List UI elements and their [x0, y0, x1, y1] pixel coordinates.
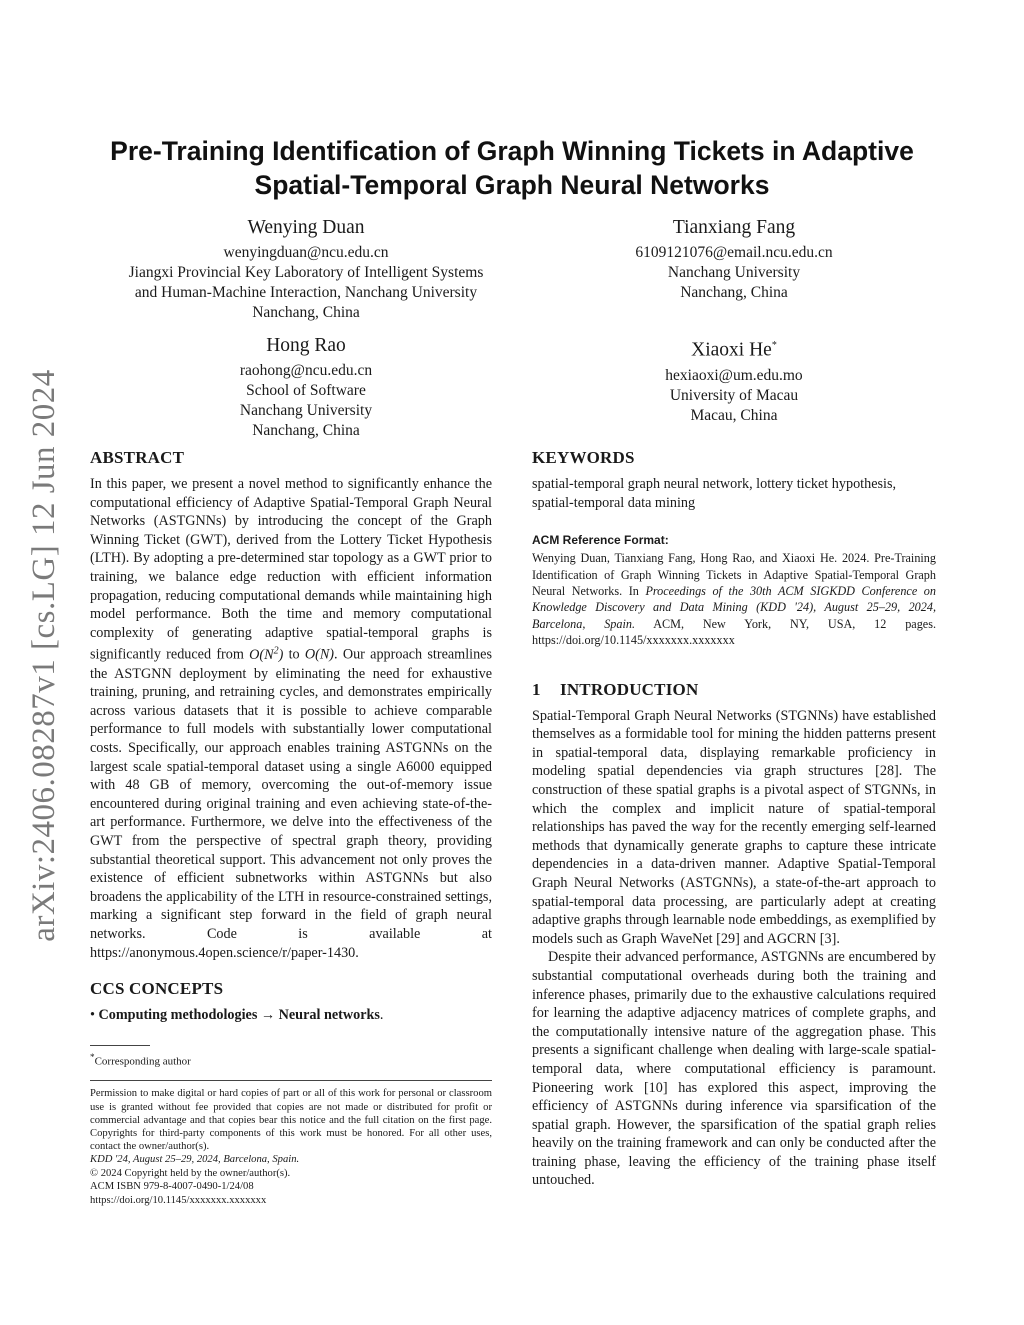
keywords-heading: KEYWORDS: [532, 448, 635, 467]
math-o-n2: $O(N^2)$: [249, 645, 284, 664]
arrow-right-icon: →: [260, 1007, 276, 1024]
author-location: Nanchang, China: [252, 304, 360, 321]
author-block-3: [86, 333, 526, 441]
author-affiliation: Nanchang University: [667, 264, 801, 281]
author-name: Wenying Duan: [247, 217, 365, 238]
acm-reference-heading: ACM Reference Format:: [532, 533, 669, 548]
ccs-concept: Computing methodologies: [98, 1007, 258, 1024]
author-affiliation: Nanchang University: [239, 402, 373, 419]
author-email[interactable]: raohong@ncu.edu.cn: [239, 362, 373, 379]
author-affiliation: School of Software: [246, 382, 366, 399]
abstract-text-part: . Our approach streamlines the ASTGNN deployment by eliminating the need for exhaustive training, pruning, and retraining cycles, and demonstrates empirically across various datasets that it is possible to achieve comparable performance to full models with substantially lower computational costs. Specifically, our approach enables training ASTGNNs on the largest scale spatial-temporal dataset using a single A6000 equipped with 48 GB of memory, overcoming the out-of-memory issue encountered during original training and even achieving state-of-the-art performance. Furthermore, we delve into the effectiveness of the GWT from the perspective of spectral graph theory, providing substantial theoretical support. This advancement not only proves the existence of efficient subnetworks within ASTGNNs but also broadens the applicability of the LTH in resource-constrained settings, marking a significant step forward in the field of graph neural networks. Code is available at https://anonymous.4open.science/r/paper-1430.: [90, 647, 493, 961]
abstract-text-part: to: [283, 647, 305, 664]
author-email[interactable]: wenyingduan@ncu.edu.cn: [223, 244, 389, 261]
footnote-mark: *: [90, 1051, 95, 1062]
author-name: Hong Rao: [266, 335, 346, 356]
copyright-line: © 2024 Copyright held by the owner/author(s).: [90, 1167, 291, 1179]
corresponding-mark: *: [771, 340, 777, 351]
author-block-1: [86, 215, 526, 323]
author-block-4: [514, 333, 954, 426]
author-name: Xiaoxi He: [691, 339, 772, 361]
keywords-text: spatial-temporal graph neural network, lottery ticket hypothesis, spatial-temporal data mining: [532, 476, 897, 511]
author-location: Macau, China: [690, 406, 778, 424]
abstract-heading: ABSTRACT: [90, 448, 185, 467]
paper-title: [80, 134, 944, 202]
abstract-text-part: In this paper, we present a novel method to significantly enhance the computational efficiency of Adaptive Spatial-Temporal Graph Neural Networks (ASTGNNs) by introducing the concept of the Graph Winning Ticket (GWT), derived from the Lottery Ticket Hypothesis (LTH). By adopting a pre-determined star topology as a GWT prior to training, we balance edge reduction with efficient information propagation, reducing computational demands while maintaining high model performance. Both the time and memory computational complexity of generating adaptive spatial-temporal graphs is significantly reduced from: [90, 476, 492, 664]
footnote: [90, 1050, 492, 1069]
author-email[interactable]: hexiaoxi@um.edu.mo: [665, 366, 803, 384]
author-location: Nanchang, China: [252, 422, 360, 439]
author-email[interactable]: 6109121076@email.ncu.edu.cn: [635, 244, 833, 261]
left-column: [90, 447, 492, 1207]
intro-paragraph-1: Spatial-Temporal Graph Neural Networks (STGNNs) have established themselves as a formidable tool for mining the hidden patterns present in spatial-temporal data, displaying remarkable proficiency in modeling spatial dependencies via graph structures [28]. The construction of these spatial graphs is a pivotal aspect of STGNNs, in which the complex and implicit nature of spatial-temporal relationships has paved the way for the recently emerging self-learned methods that dynamically generate graphs to capture these intricate dependencies in a data-driven manner. Adaptive Spatial-Temporal Graph Neural Networks (ASTGNNs), a state-of-the-art approach to spatial-temporal data processing, are particularly adept at creating adaptive graphs through learnable node embeddings, as exemplified by models such as Graph WaveNet [29] and AGCRN [3].: [532, 707, 936, 947]
section-number: 1: [532, 679, 541, 699]
author-affiliation: and Human-Machine Interaction, Nanchang University: [134, 284, 478, 301]
arxiv-stamp: [14, 360, 74, 950]
doi-link[interactable]: https://doi.org/10.1145/xxxxxxx.xxxxxxx: [90, 1194, 267, 1206]
bullet-icon: •: [90, 1007, 95, 1024]
author-block-2: [514, 215, 954, 303]
permission-notice: Permission to make digital or hard copies of part or all of this work for personal or classroom use is granted without fee provided that copies are not made or distributed for profit or commercial advantage and that copies bear this notice and the full citation on the first page. Copyrights for third-party components of this work must be honored. For all other uses, contact the owner/author(s).: [90, 1088, 492, 1153]
abstract-text: [90, 475, 492, 962]
author-affiliation: Jiangxi Provincial Key Laboratory of Intelligent Systems: [128, 264, 484, 281]
math-o-n: O(N): [304, 647, 335, 664]
ccs-heading: CCS CONCEPTS: [90, 979, 224, 999]
title-line-2: Spatial-Temporal Graph Neural Networks: [254, 170, 770, 200]
author-affiliation: University of Macau: [669, 386, 799, 404]
venue-line: KDD '24, August 25–29, 2024, Barcelona, Spain.: [90, 1154, 300, 1166]
permission-divider: [90, 1080, 492, 1081]
ccs-concept-line: • Computing methodologies → Neural networks.: [90, 1007, 384, 1024]
intro-paragraph-2: Despite their advanced performance, ASTGNNs are encumbered by substantial computational overheads during both the training and inference phases, primarily due to the exhaustive calculations required for learning the adaptive adjacency matrices of complete graphs, and the computationally intensive nature of the aggregation phase. This presents a significant challenge when dealing with large-scale spatial-temporal data, where computational efficiency is paramount. Pioneering work [10] has explored this aspect, improving the efficiency of ASTGNNs during inference via sparsification of the spatial graph. However, the sparsification of the spatial graph relies heavily on the training framework and can only be conducted after the training phase, leaving the efficiency of the training phase itself untouched.: [532, 949, 936, 1189]
arxiv-stamp-text: arXiv:2406.08287v1 [cs.LG] 12 Jun 2024: [25, 368, 62, 942]
footnote-text: Corresponding author: [94, 1055, 191, 1068]
author-name-line: [514, 333, 954, 364]
introduction-heading: [532, 679, 936, 701]
author-name: Tianxiang Fang: [672, 217, 796, 238]
isbn-line: ACM ISBN 979-8-4007-0490-1/24/08: [90, 1181, 254, 1193]
title-line-1: Pre-Training Identification of Graph Winning Tickets in Adaptive: [110, 136, 914, 166]
ccs-subconcept: Neural networks: [278, 1007, 380, 1024]
acm-reference-text: Wenying Duan, Tianxiang Fang, Hong Rao, and Xiaoxi He. 2024. Pre-Training Identification of Graph Winning Tickets in Adaptive Spatial-Temporal Graph Neural Networks. In Proceedings of the 30th ACM SIGKDD Conference on Knowledge Discovery and Data Mining (KDD '24), August 25–29, 2024, Barcelona, Spain. ACM, New York, NY, USA, 12 pages. https://doi.org/10.1145/xxxxxxx.xxxxxxx: [532, 551, 936, 648]
right-column: [532, 447, 936, 1190]
footnote-divider: [90, 1045, 150, 1046]
section-title: INTRODUCTION: [560, 679, 699, 699]
author-location: Nanchang, China: [680, 284, 788, 301]
proceedings-title: Proceedings of the 30th ACM SIGKDD Conference on Knowledge Discovery and Data Mining (KDD '24), August 25–29, 2024, Barcelona, Spain.: [532, 584, 936, 631]
